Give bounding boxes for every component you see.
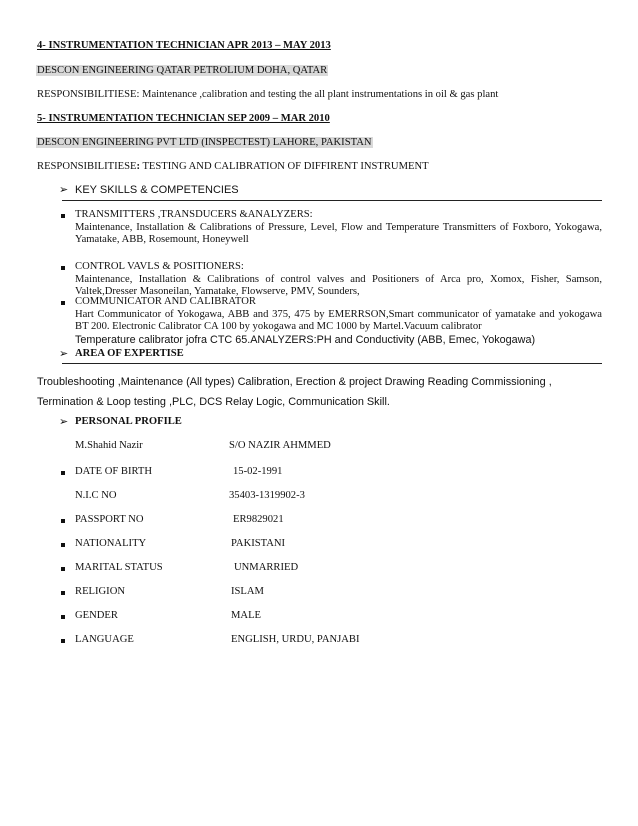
square-bullet-icon <box>61 639 65 643</box>
profile-language-value: ENGLISH, URDU, PANJABI <box>231 634 360 645</box>
arrow-bullet-icon: ➢ <box>59 183 69 196</box>
expertise-text: Troubleshooting ,Maintenance (All types) Calibration, Erection & project Drawing Reading Commissioning , Termination & Loop testing ,PLC, DCS Relay Logic, Communication Skill. <box>37 376 552 408</box>
profile-religion-label: RELIGION <box>75 586 126 597</box>
expertise-divider <box>62 363 602 364</box>
square-bullet-icon <box>61 214 65 218</box>
job5-resp-colon: : <box>136 161 140 172</box>
skill-item-title: TRANSMITTERS ,TRANSDUCERS &ANALYZERS: <box>75 209 313 220</box>
skill-item-text: Maintenance, Installation & Calibrations of control valves and Positioners of Arca pro, Xomox, Fisher, Samson, Valtek,Dresser Masoneilan, Yamatake, Flowserve, PMV, Sounders, <box>75 273 602 297</box>
job5-title: 5- INSTRUMENTATION TECHNICIAN SEP 2009 – MAR 2010 <box>37 113 330 124</box>
profile-dob-label: DATE OF BIRTH <box>75 466 153 477</box>
profile-passport-value: ER9829021 <box>233 514 284 525</box>
square-bullet-icon <box>61 519 65 523</box>
square-bullet-icon <box>61 591 65 595</box>
arrow-bullet-icon: ➢ <box>59 415 69 428</box>
job5-resp-text: TESTING AND CALIBRATION OF DIFFIRENT INSTRUMENT <box>140 161 429 172</box>
profile-heading: PERSONAL PROFILE <box>75 416 182 427</box>
skill-item-control-valves <box>75 261 602 299</box>
square-bullet-icon <box>61 301 65 305</box>
square-bullet-icon <box>61 615 65 619</box>
skill-item-text: Hart Communicator of Yokogawa, ABB and 375, 475 by EMERRSON,Smart communicator of yamatake and yokogawa BT 200. Electronic Calibrator CA 100 by yokogawa and MC 1000 by Martel.Vacuum calibrator <box>75 308 602 332</box>
job5-company: DESCON ENGINEERING PVT LTD (INSPECTEST) LAHORE, PAKISTAN <box>37 137 372 148</box>
square-bullet-icon <box>61 567 65 571</box>
square-bullet-icon <box>61 543 65 547</box>
skill-item-text: Maintenance, Installation & Calibrations of Pressure, Level, Flow and Temperature Transmitters of Foxboro, Yokogawa, Yamatake, ABB, Rosemount, Honeywell <box>75 221 602 245</box>
skill-item-title: CONTROL VAVLS & POSITIONERS: <box>75 261 244 272</box>
profile-name-label: M.Shahid Nazir <box>75 440 143 451</box>
skills-heading: KEY SKILLS & COMPETENCIES <box>75 184 239 196</box>
square-bullet-icon <box>61 266 65 270</box>
profile-marital-label: MARITAL STATUS <box>75 562 163 573</box>
job4-title: 4- INSTRUMENTATION TECHNICIAN APR 2013 – MAY 2013 <box>37 40 331 51</box>
profile-dob-value: 15-02-1991 <box>233 466 283 477</box>
skill-item-title: COMMUNICATOR AND CALIBRATOR <box>75 296 256 307</box>
profile-marital-value: UNMARRIED <box>234 562 299 573</box>
job5-responsibilities <box>37 161 429 172</box>
expertise-heading: AREA OF EXPERTISE <box>75 348 184 359</box>
square-bullet-icon <box>61 471 65 475</box>
skill-item-communicator <box>75 296 602 334</box>
job5-resp-label: RESPONSIBILITIESE <box>37 161 137 172</box>
profile-passport-label: PASSPORT NO <box>75 514 144 525</box>
skill-item-extra: Temperature calibrator jofra CTC 65.ANALYZERS:PH and Conductivity (ABB, Emec, Yokogawa) <box>75 334 536 346</box>
profile-nationality-label: NATIONALITY <box>75 538 147 549</box>
skills-divider <box>62 200 602 201</box>
profile-nic-label: N.I.C NO <box>75 490 117 501</box>
arrow-bullet-icon: ➢ <box>59 347 69 360</box>
profile-gender-label: GENDER <box>75 610 118 621</box>
profile-nic-value: 35403-1319902-3 <box>229 490 305 501</box>
profile-gender-value: MALE <box>231 610 262 621</box>
skill-item-transmitters <box>75 209 602 247</box>
job4-company: DESCON ENGINEERING QATAR PETROLIUM DOHA, QATAR <box>37 65 328 76</box>
profile-religion-value: ISLAM <box>231 586 264 597</box>
profile-nationality-value: PAKISTANI <box>231 538 286 549</box>
job4-responsibilities: RESPONSIBILITIESE: Maintenance ,calibration and testing the all plant instrumentations in oil & gas plant <box>37 89 499 100</box>
profile-name-value: S/O NAZIR AHMMED <box>229 440 331 451</box>
profile-language-label: LANGUAGE <box>75 634 134 645</box>
